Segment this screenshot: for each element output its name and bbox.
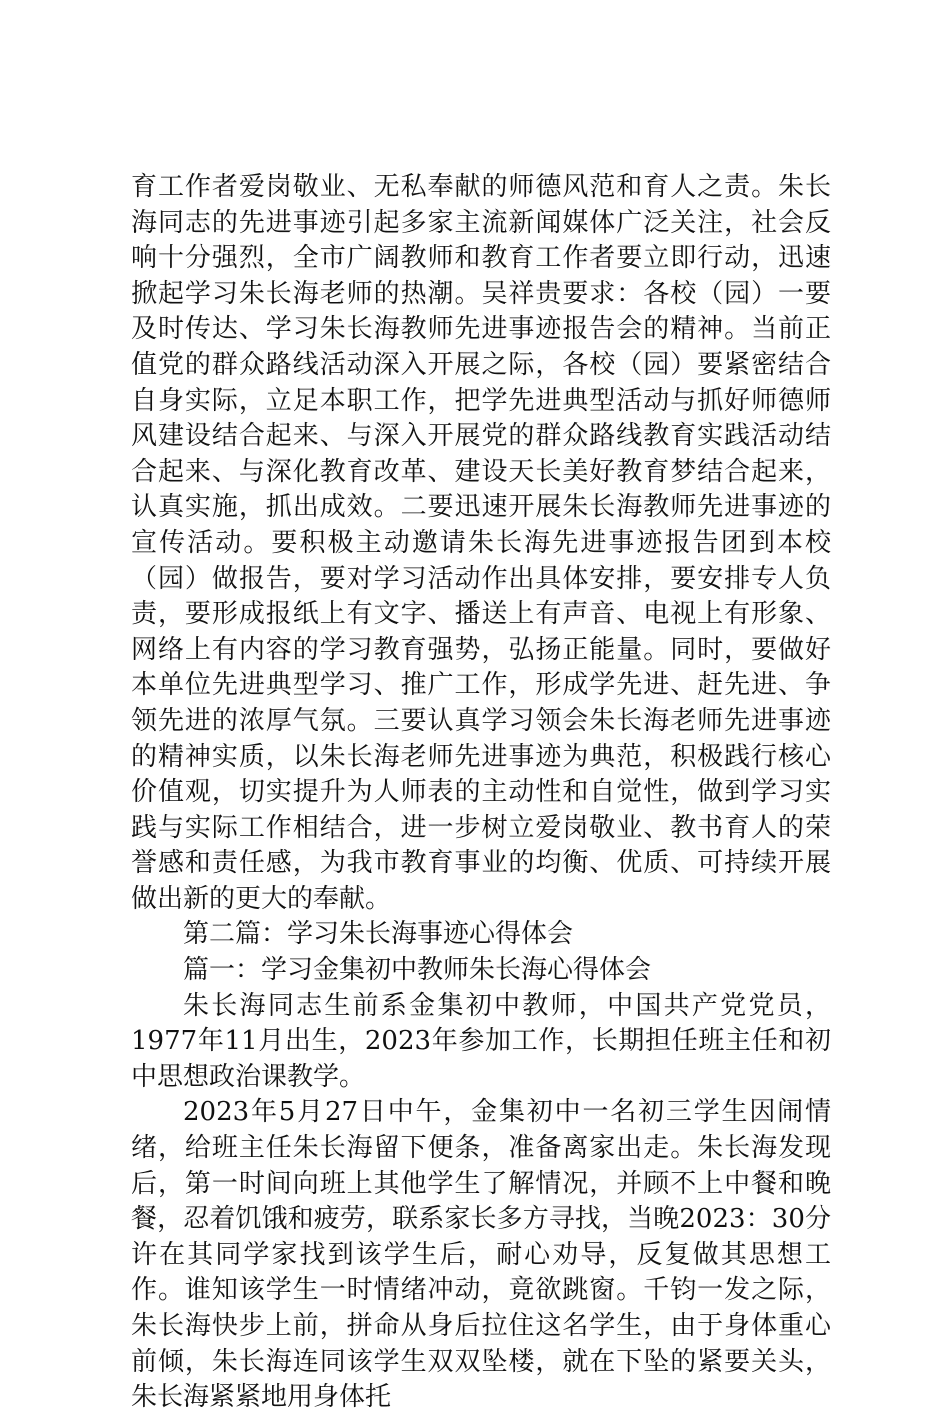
paragraph-biography: 朱长海同志生前系金集初中教师，中国共产党党员，1977年11月出生，2023年参加工作，长期担任班主任和初中思想政治课教学。	[131, 990, 831, 1092]
paragraph-continued: 育工作者爱岗敬业、无私奉献的师德风范和育人之责。朱长海同志的先进事迹引起多家主流新闻媒体广泛关注，社会反响十分强烈，全市广阔教师和教育工作者要立即行动，迅速掀起学习朱长海老师的热潮。吴祥贵要求：各校（园）一要及时传达、学习朱长海教师先进事迹报告会的精神。当前正值党的群众路线活动深入开展之际，各校（园）要紧密结合自身实际，立足本职工作，把学先进典型活动与抓好师德师风建设结合起来、与深入开展党的群众路线教育实践活动结合起来、与深化教育改革、建设天长美好教育梦结合起来，认真实施，抓出成效。二要迅速开展朱长海教师先进事迹的宣传活动。要积极主动邀请朱长海先进事迹报告团到本校（园）做报告，要对学习活动作出具体安排，要安排专人负责，要形成报纸上有文字、播送上有声音、电视上有形象、网络上有内容的学习教育强势，弘扬正能量。同时，要做好本单位先进典型学习、推广工作，形成学先进、赶先进、争领先进的浓厚气氛。三要认真学习领会朱长海老师先进事迹的精神实质，以朱长海老师先进事迹为典范，积极践行核心价值观，切实提升为人师表的主动性和自觉性，做到学习实践与实际工作相结合，进一步树立爱岗敬业、教书育人的荣誉感和责任感，为我市教育事业的均衡、优质、可持续开展做出新的更大的奉献。	[131, 172, 831, 914]
section-heading: 第二篇：学习朱长海事迹心得体会	[183, 919, 574, 950]
article-heading: 篇一：学习金集初中教师朱长海心得体会	[183, 955, 652, 986]
paragraph-incident: 2023年5月27日中午，金集初中一名初三学生因闹情绪，给班主任朱长海留下便条，准备离家出走。朱长海发现后，第一时间向班上其他学生了解情况，并顾不上中餐和晚餐，忍着饥饿和疲劳，联系家长多方寻找，当晚2023：30分许在其同学家找到该学生后，耐心劝导，反复做其思想工作。谁知该学生一时情绪冲动，竟欲跳窗。千钧一发之际，朱长海快步上前，拼命从身后拉住这名学生，由于身体重心前倾，朱长海连同该学生双双坠楼，就在下坠的紧要关头，朱长海紧紧地用身体托	[131, 1097, 831, 1413]
document-body	[131, 170, 831, 1416]
